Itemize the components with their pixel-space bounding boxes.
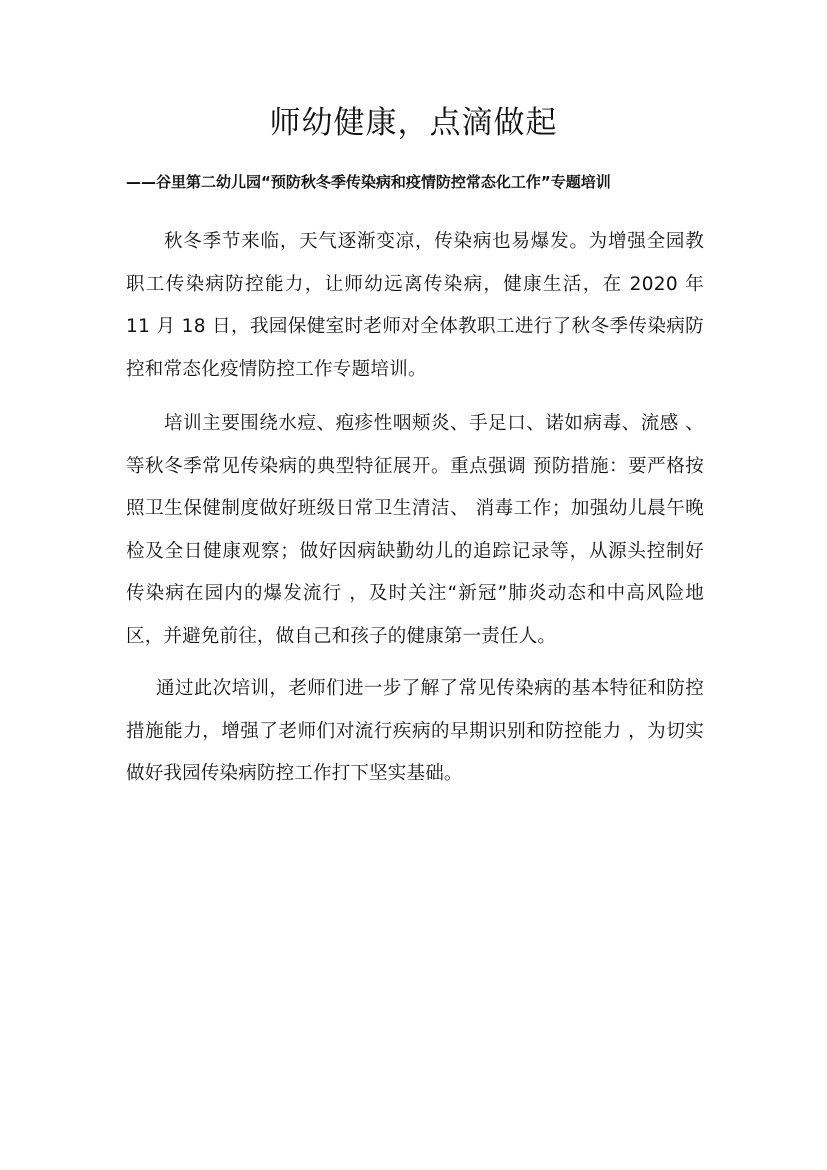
page-title: 师幼健康，点滴做起 bbox=[269, 105, 558, 141]
paragraph-training-content: 培训主要围绕水痘、疱疹性咽颊炎、手足口、诺如病毒、流感 、等秋冬季常见传染病的典型特征展开。重点强调 预防措施：要严格按照卫生保健制度做好班级日常卫生清洁、 消毒工作；加强幼儿晨午晚检及全日健康观察；做好因病缺勤幼儿的追踪记录等，从源头控制好传染病在园内的爆发流行 ，及时关注“新冠”肺炎动态和中高风险地区，并避免前往，做自己和孩子的健康第一责任人。 bbox=[126, 413, 704, 647]
paragraph-intro: 秋冬季节来临，天气逐渐变凉，传染病也易爆发。为增强全园教职工传染病防控能力，让师幼远离传染病，健康生活，在 2020 年 11 月 18 日，我园保健室时老师对全体教职工进行了秋冬季传染病防控和常态化疫情防控工作专题培训。 bbox=[126, 231, 704, 380]
page-subtitle: ——谷里第二幼儿园“预防秋冬季传染病和疫情防控常态化工作”专题培训 bbox=[126, 173, 611, 191]
paragraph-conclusion: 通过此次培训，老师们进一步了解了常见传染病的基本特征和防控措施能力，增强了老师们对流行疾病的早期识别和防控能力 ，为切实做好我园传染病防控工作打下坚实基础。 bbox=[126, 678, 704, 784]
